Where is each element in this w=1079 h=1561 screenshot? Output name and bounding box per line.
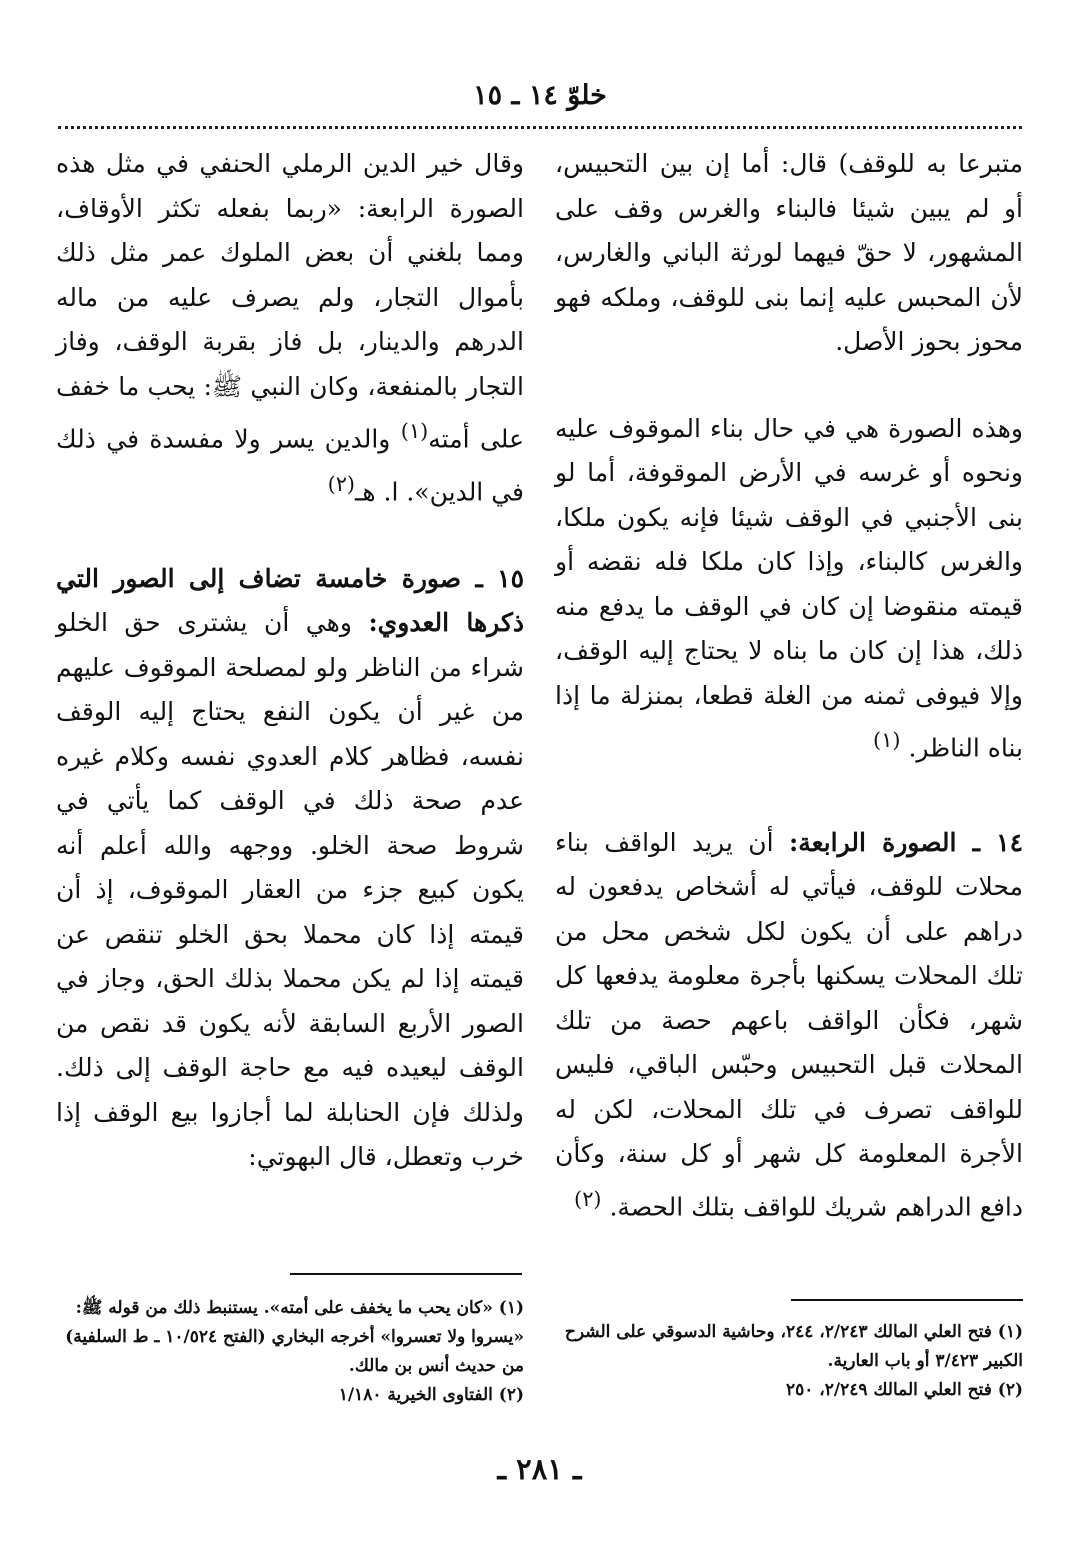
paragraph-text: وقال خير الدين الرملي الحنفي في مثل هذه الصورة الرابعة: «ربما بفعله تكثر الأوقاف، ومما بلغني أن بعض الملوك عمر مثل ذلك بأموال التجار، ولم يصرف عليه من ماله الدرهم والدينار، بل فاز بقربة الوقف، وفاز التجار بالمنفعة، وكان النبي ﷺ: يحب ما خفف على أمته — [56, 149, 525, 454]
left-column — [56, 142, 524, 1180]
page-number: ـ ٢٨١ ـ — [497, 1452, 582, 1486]
footnote: (٢) فتح العلي المالك ٢/٢٤٩، ٢٥٠ — [785, 1380, 1023, 1400]
footnote: (٢) الفتاوى الخيرية ١/١٨٠ — [338, 1385, 524, 1405]
section-14-start: أن يريد الواقف بناء — [555, 827, 774, 857]
footnote: (١) فتح العلي المالك ٢/٢٤٣، ٢٤٤، وحاشية الدسوقي على الشرح الكبير ٣/٤٢٣ أو باب العارية. — [564, 1322, 1023, 1371]
footnote-divider — [290, 1273, 522, 1275]
paragraph — [56, 142, 524, 515]
paragraph-text-end: والدين يسر ولا مفسدة في ذلك في الدين». ا. هـ — [56, 424, 524, 507]
footnotes-right — [555, 1318, 1023, 1405]
section-15 — [56, 557, 524, 1180]
section-14-heading: ١٤ ـ الصورة الرابعة: — [788, 827, 1024, 857]
paragraph: متبرعا به للوقف) قال: أما إن بين التحبيس، أو لم يبين شيئا فالبناء والغرس وقف على المشهور، لا حقّ فيهما لورثة الباني والغارس، لأن المحبس عليه إنما بنى للوقف، وملكه فهو محوز بحوز الأصل. — [555, 149, 1023, 356]
section-14-text: محلات للوقف، فيأتي له أشخاص يدفعون له دراهم على أن يكون لكل شخص محل من تلك المحلات يسكنها بأجرة معلومة يدفعها كل شهر، فكأن الواقف باعهم حصة من تلك المحلات قبل التحبيس وحبّس الباقي، فليس للواقف تصرف في تلك المحلات، لكن له الأجرة المعلومة كل شهر أو كل سنة، وكأن دافع الدراهم شريك للواقف بتلك الحصة. — [555, 872, 1023, 1222]
section-15-heading: ١٥ ـ صورة خامسة تضاف إلى الصور التي ذكرها العدوي: — [56, 563, 524, 638]
paragraph-text: وهذه الصورة هي في حال بناء الموقوف عليه ونحوه أو غرسه في الأرض الموقوفة، أما لو بنى الأجنبي في الوقف شيئا فإنه يكون ملكا، والغرس كالبناء، وإذا كان ملكا فله نقضه أو قيمته منقوضا إن كان في الوقف ما يدفع منه ذلك، هذا إن كان ما بناه لا يحتاج إليه الوقف، وإلا فيوفى ثمنه من الغلة قطعا، بمنزلة ما إذا بناه الناظر. — [555, 413, 1023, 763]
footnote-ref: (٢) — [327, 471, 356, 496]
footnote-ref: (٢) — [574, 1186, 602, 1211]
section-15-text: وهي أن يشترى حق الخلو شراء من الناظر ولو لمصلحة الموقوف عليهم من غير أن يكون النفع يحتاج إليه الوقف نفسه، فظاهر كلام العدوي نفسه وكلام غيره عدم صحة ذلك في الوقف كما يأتي في شروط صحة الخلو. ووجهه والله أعلم أنه يكون كبيع جزء من العقار الموقوف، إذ أن قيمته إذا كان محملا بحق الخلو تنقص عن قيمته إذا لم يكن محملا بذلك الحق، وجاز في الصور الأربع السابقة لأنه يكون قد نقص من الوقف ليعيده فيه مع حاجة الوقف إلى ذلك. ولذلك فإن الحنابلة لما أجازوا بيع الوقف إذا خرب وتعطل، قال البهوتي: — [56, 608, 524, 1172]
page-header: خلوّ ١٤ ـ ١٥ — [473, 80, 607, 111]
footnote-ref: (١) — [400, 419, 429, 443]
section-14 — [555, 821, 1023, 1230]
right-column — [555, 142, 1023, 1230]
header-divider — [58, 126, 1022, 129]
paragraph — [555, 407, 1023, 771]
footnote: (١) «كان يحب ما يخفف على أمته». يستنبط ذلك من قوله ﷺ: «يسروا ولا تعسروا» أخرجه البخاري (الفتح ١٠/٥٢٤ ـ ط السلفية) من حديث أنس بن مالك. — [65, 1298, 524, 1376]
footnote-ref: (١) — [873, 728, 901, 752]
footnote-divider — [791, 1299, 1023, 1301]
footnotes-left — [56, 1294, 524, 1410]
